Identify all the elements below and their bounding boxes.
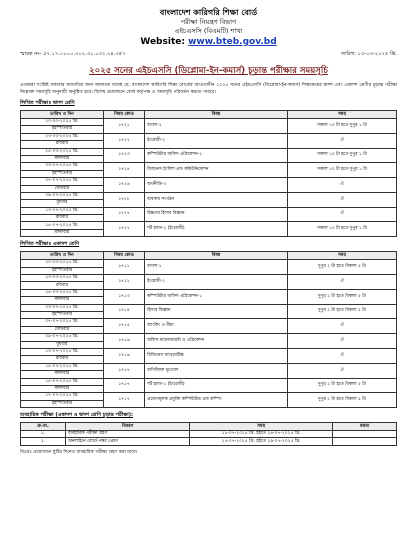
day-cell: রবিবার (21, 215, 104, 222)
day-cell: রবিবার (21, 356, 104, 363)
code-cell: ১৭১৭ (103, 363, 144, 378)
table-row (21, 363, 397, 370)
time-cell: দুপুর ২ টা হতে বিকাল ৫ টা (287, 304, 396, 319)
table-row (21, 207, 397, 214)
header-time: সময় (287, 111, 396, 119)
time-cell: ঐ (287, 348, 396, 363)
date-cell: ০৩-০৭-২০২৫ খ্রি. (21, 304, 104, 311)
remark-cell (333, 431, 397, 438)
table-row (21, 222, 397, 229)
code-cell: ১৭১৭ (103, 378, 144, 393)
subject-cell: প্রয়োগমূলক প্রযুক্তি কম্পিউটার এন্ড কম্পিং (145, 393, 288, 408)
code-cell: ১৭১৬ (103, 334, 144, 349)
serial-cell: ২. (21, 438, 66, 445)
time-cell: ঐ (287, 363, 396, 378)
letterhead (20, 8, 397, 48)
code-cell: ১৭২৪ (103, 163, 144, 178)
time-cell: সকাল ১০ টা হতে দুপুর ১ টা (287, 163, 396, 178)
header-description: বিবরণ (66, 423, 190, 431)
date-cell: ১৩-০৭-২০২৫ খ্রি. (21, 348, 104, 355)
code-cell: ১৭২১ (103, 119, 144, 134)
document-title: ২০২৫ সনের এইচএসসি (ডিপ্লোমা-ইন-কমার্স) চূড়ান্ত পরীক্ষার সময়সূচি (89, 66, 328, 76)
table-row (21, 348, 397, 355)
subject-cell: বিজনেস ইংলিশ এন্ড কমিউনিকেশন (145, 163, 288, 178)
header-remark: মন্তব্য (333, 423, 397, 431)
period-cell: ২৫-০৭-২০২৫ খ্রি. হইতে ২৯-০৭-২০২৫ খ্রি. (190, 438, 333, 445)
header-subject: বিষয় (145, 252, 288, 260)
subject-cell: কম্পিউটার অফিস এপ্লিকেশন-২ (145, 148, 288, 163)
serial-cell: ১. (21, 431, 66, 438)
subject-cell: অফিস ম্যানেজমেন্ট ও এপ্লিকেশন (145, 334, 288, 349)
code-cell: ১৭১২ (103, 275, 144, 290)
table-row (21, 304, 397, 311)
time-cell: দুপুর ২ টা হতে বিকাল ৫ টা (287, 378, 396, 393)
subject-cell: ইংরেজী-২ (145, 133, 288, 148)
subject-cell: শর্ট হ্যান্ড-১ (ইংরেজী) (145, 378, 288, 393)
date-cell: ১৫-০৭-২০২৫ খ্রি. (21, 363, 104, 370)
time-cell: সকাল ১০ টা হতে দুপুর ১ টা (287, 222, 396, 237)
time-cell: ঐ (287, 207, 396, 222)
table-header-row (21, 111, 397, 119)
date-cell: ১৫-০৭-২০২৫ খ্রি. (21, 222, 104, 229)
time-cell: ঐ (287, 178, 396, 193)
time-cell: সকাল ১০ টা হতে দুপুর ১ টা (287, 119, 396, 134)
schedule-table-class11 (20, 251, 397, 408)
subject-cell: বাংলা-১ (145, 260, 288, 275)
day-cell: সোমবার (21, 185, 104, 192)
code-cell: ১৭১৭ (103, 393, 144, 408)
section-name: এইচএসসি (বিএমটি) শাখা (174, 27, 243, 35)
header-time: সময় (287, 252, 396, 260)
intro-paragraph: এতদ্বারা সংশ্লিষ্ট সকলের অবগতির জন্য জানানো যাচ্ছে যে, বাংলাদেশ কারিগরি শিক্ষা বোর্ডের আওতাধীন ২০২৫ সনের এইচএসসি (ডিপ্লোমা-ইন-কমার্স) শিক্ষাক্রমের দ্বাদশ এবং একাদশ শ্রেণীর চূড়ান্ত পরীক্ষা নিম্নোক্ত সময়সূচি অনুযায়ী অনুষ্ঠিত হবে। বিশেষ প্রয়োজনে বোর্ড কর্তৃপক্ষ এ সময়সূচি পরিবর্তন করতে পারবে। (20, 83, 397, 95)
subject-cell: কম্পিউটার অফিস এপ্লিকেশন-১ (145, 289, 288, 304)
date-cell: ০৯-০৭-২০২৫ খ্রি. (21, 192, 104, 199)
date-cell: ২৫-০৩-২০২৫ খ্রি. (21, 289, 104, 296)
date-cell: ২০-০৩-২০২৫ খ্রি. (21, 119, 104, 126)
website-link[interactable]: www.bteb.gov.bd (188, 37, 277, 47)
table-header-row (21, 252, 397, 260)
time-cell: দুপুর ২ টা হতে বিকাল ৫ টা (287, 289, 396, 304)
code-cell: ১৭২৩ (103, 148, 144, 163)
day-cell: বৃহস্পতিবার (21, 400, 104, 407)
schedule-table-class12 (20, 110, 397, 237)
day-cell: মঙ্গলবার (21, 155, 104, 162)
website-label: Website: (140, 37, 185, 47)
code-cell: ১৭১৩ (103, 289, 144, 304)
section1-title: লিখিত পরীক্ষাঃ দ্বাদশ শ্রেণি (20, 100, 75, 106)
date-cell: ০৩-০৭-২০২৫ খ্রি. (21, 163, 104, 170)
code-cell: ১৭২৮ (103, 192, 144, 207)
header-code: বিষয় কোড (103, 252, 144, 260)
table-row (21, 438, 397, 445)
time-cell: দুপুর ২ টা হতে বিকাল ৫ টা (287, 393, 396, 408)
day-cell: বৃহস্পতিবার (21, 170, 104, 177)
day-cell: মঙ্গলবার (21, 385, 104, 392)
code-cell: ১৭২৭ (103, 222, 144, 237)
date-cell: ১৩-০৭-২০২৫ খ্রি. (21, 207, 104, 214)
practical-table (20, 422, 397, 446)
day-cell: রবিবার (21, 141, 104, 148)
date-cell: ০৯-০৭-২০২৫ খ্রি. (21, 334, 104, 341)
table-row (21, 393, 397, 400)
subject-cell: অর্থনীতি-২ (145, 178, 288, 193)
header-code: বিষয় কোড (103, 111, 144, 119)
day-cell: সোমবার (21, 326, 104, 333)
board-name: বাংলাদেশ কারিগরি শিক্ষা বোর্ড (159, 8, 258, 17)
description-cell: ব্যবহারিক পরীক্ষা গ্রহণ (66, 431, 190, 438)
time-cell: ঐ (287, 133, 396, 148)
day-cell: বৃহস্পতিবার (21, 311, 104, 318)
table-row (21, 334, 397, 341)
code-cell: ১৭১১ (103, 260, 144, 275)
header-period: সময় (190, 423, 333, 431)
day-cell: বৃহস্পতিবার (21, 267, 104, 274)
date-cell: ১৭-০৭-২০২৫ খ্রি. (21, 393, 104, 400)
period-cell: ১৮-০৭-২০২৫ খ্রি. হইতে ২৪-০৭-২০২৫ খ্রি. (190, 431, 333, 438)
subject-cell: বিজিনেস ম্যাথমেটিক্স (145, 348, 288, 363)
table-row (21, 119, 397, 126)
day-cell: বুধবার (21, 200, 104, 207)
day-cell: মঙ্গলবার (21, 371, 104, 378)
time-cell: ঐ (287, 192, 396, 207)
reference-line (20, 51, 397, 59)
description-cell: অনলাইনে বোর্ডে নম্বর প্রেরণ (66, 438, 190, 445)
date-cell: ২৩-০৩-২০২৫ খ্রি. (21, 275, 104, 282)
header-serial: ক্র.নং. (21, 423, 66, 431)
subject-cell: ব্যাংকিং ও বীমা (145, 319, 288, 334)
section2-title: লিখিত পরীক্ষাঃ একাদশ শ্রেণি (20, 241, 80, 248)
date-cell: ১৫-০৭-২০২৫ খ্রি. (21, 378, 104, 385)
table-body-class12 (21, 119, 397, 237)
subject-cell: ইংরেজী-১ (145, 275, 288, 290)
header-date: তারিখ ও দিন (21, 252, 104, 260)
time-cell: ঐ (287, 334, 396, 349)
footnote: বিঃদ্রঃ প্রয়োজনে ছুটির দিনেও ব্যবহারিক পরীক্ষা গ্রহণ করা যাবে। (20, 449, 138, 455)
table-row (21, 431, 397, 438)
date-cell: ২০-০৩-২০২৫ খ্রি. (21, 260, 104, 267)
table-body-class11 (21, 260, 397, 408)
table-header-row (21, 423, 397, 431)
code-cell: ১৭২৭ (103, 207, 144, 222)
table-row (21, 260, 397, 267)
time-cell: ঐ (287, 275, 396, 290)
remark-cell (333, 438, 397, 445)
section3-title: ব্যবহারিক পরীক্ষা (একাদশ ও দ্বাদশ শ্রেণি চূড়ান্ত পরীক্ষা): (20, 412, 133, 419)
memo-number: স্মারক নং- ৫৭.১৭.০০০০.৩০২.৩১.০৩২.২৪.৩৫৭ (20, 51, 126, 57)
day-cell: মঙ্গলবার (21, 297, 104, 304)
day-cell: রবিবার (21, 282, 104, 289)
table-row (21, 178, 397, 185)
table-row (21, 148, 397, 155)
subject-cell: বাংলা-২ (145, 119, 288, 134)
date-cell: ২৫-০৩-২০২৫ খ্রি. (21, 148, 104, 155)
date-cell: ২৩-০৩-২০২৫ খ্রি. (21, 133, 104, 140)
code-cell: ১৭২২ (103, 133, 144, 148)
subject-cell: উচ্চতর হিসাব বিজ্ঞান (145, 207, 288, 222)
day-cell: বুধবার (21, 341, 104, 348)
table-row (21, 133, 397, 140)
table-row (21, 163, 397, 170)
time-cell: দুপুর ২ টা হতে বিকাল ৫ টা (287, 260, 396, 275)
day-cell: মঙ্গলবার (21, 229, 104, 236)
header-date: তারিখ ও দিন (21, 111, 104, 119)
time-cell: সকাল ১০ টা হতে দুপুর ১ টা (287, 148, 396, 163)
subject-cell: হিসাব বিজ্ঞান (145, 304, 288, 319)
subject-cell: ব্যবসায় সংগঠন (145, 192, 288, 207)
table-row (21, 275, 397, 282)
time-cell: ঐ (287, 319, 396, 334)
table-row (21, 289, 397, 296)
subject-cell: বাণিজ্যিক ভূগোল (145, 363, 288, 378)
code-cell: ১৭২৬ (103, 178, 144, 193)
day-cell: বৃহস্পতিবার (21, 126, 104, 133)
date-cell: ০৭-০৭-২০২৫ খ্রি. (21, 319, 104, 326)
subject-cell: শর্ট হ্যান্ড-২ (ইংরেজী) (145, 222, 288, 237)
header-subject: বিষয় (145, 111, 288, 119)
table-row (21, 319, 397, 326)
memo-date: তারিখ: ১৩-০৩-২০২৫ খ্রি. (341, 51, 397, 57)
department-name: পরীক্ষা নিয়ন্ত্রণ বিভাগ (180, 18, 237, 26)
code-cell: ১৭১৫ (103, 319, 144, 334)
table-row (21, 378, 397, 385)
website-line (20, 36, 397, 48)
date-cell: ০৭-০৭-২০২৫ খ্রি. (21, 178, 104, 185)
table-row (21, 192, 397, 199)
code-cell: ১৭১৬ (103, 348, 144, 363)
code-cell: ১৭১৪ (103, 304, 144, 319)
